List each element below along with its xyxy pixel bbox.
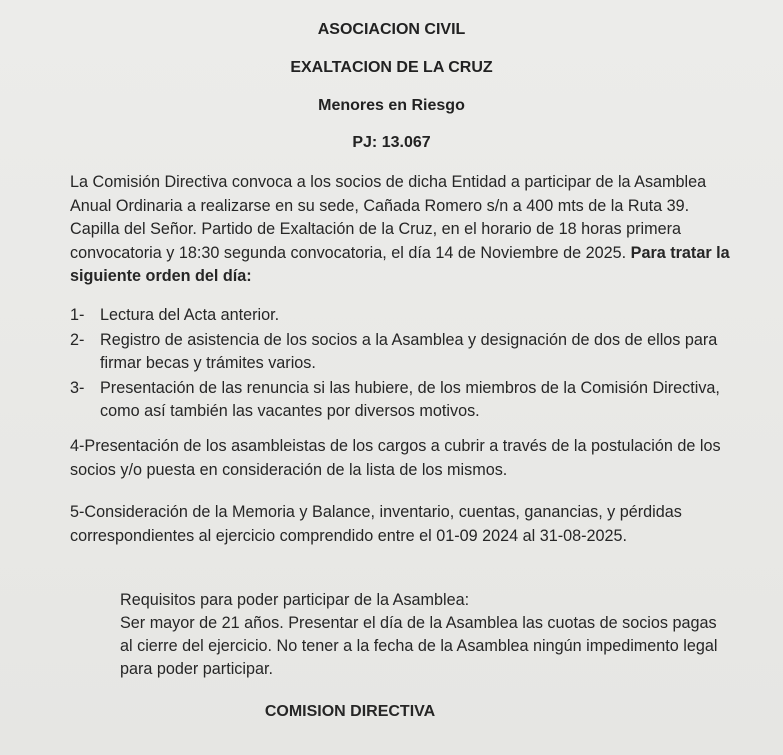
intro-text: La Comisión Directiva convoca a los socios de dicha Entidad a participar de la Asamblea Anual Ordinaria a realizarse en su sede, Cañada Romero s/n a 400 mts de la Ruta 39. Capilla del Señor. Partido de Exaltación de la Cruz, en el horario de 18 horas primera convocatoria y 18:30 segunda convocatoria, el día 14 de Noviembre de 2025. — [70, 173, 707, 262]
intro-bold-text: Para tratar la siguiente orden del día: — [70, 243, 730, 285]
agenda-item-4: 4-Presentación de los asambleistas de los cargos a cubrir a través de la postulación de los socios y/o puesta en consideración de la lista de los mismos. — [70, 437, 721, 479]
signature-footer: COMISION DIRECTIVA — [264, 703, 436, 720]
org-type-heading: ASOCIACION CIVIL — [317, 21, 466, 38]
requirements-block — [120, 589, 720, 681]
requirements-text: Ser mayor de 21 años. Presentar el día de la Asamblea las cuotas de socios pagas al cierre del ejercicio. No tener a la fecha de la Asamblea ningún impedimento legal para poder participar. — [120, 614, 718, 678]
legal-registration-heading: PJ: 13.067 — [352, 134, 431, 151]
agenda-item-text: Lectura del Acta anterior. — [100, 306, 280, 324]
agenda-item-number: 2- — [70, 331, 85, 349]
agenda-item-number: 3- — [70, 379, 85, 397]
agenda-item-number: 1- — [70, 306, 85, 324]
agenda-item — [70, 329, 730, 375]
org-subtitle-heading: Menores en Riesgo — [318, 97, 465, 114]
agenda-item-text: Presentación de las renuncia si las hubiere, de los miembros de la Comisión Directiva, como así también las vacantes por diversos motivos. — [100, 379, 720, 420]
agenda-item — [70, 377, 730, 423]
agenda-list — [70, 304, 730, 425]
intro-paragraph — [70, 171, 730, 289]
agenda-item-5: 5-Consideración de la Memoria y Balance, inventario, cuentas, ganancias, y pérdidas correspondientes al ejercicio comprendido entre el 01-09 2024 al 31-08-2025. — [70, 503, 682, 545]
requirements-title: Requisitos para poder participar de la Asamblea: — [120, 591, 470, 609]
agenda-item — [70, 304, 730, 327]
org-name-heading: EXALTACION DE LA CRUZ — [290, 59, 493, 76]
agenda-item-text: Registro de asistencia de los socios a la Asamblea y designación de dos de ellos para firmar becas y trámites varios. — [100, 331, 718, 372]
